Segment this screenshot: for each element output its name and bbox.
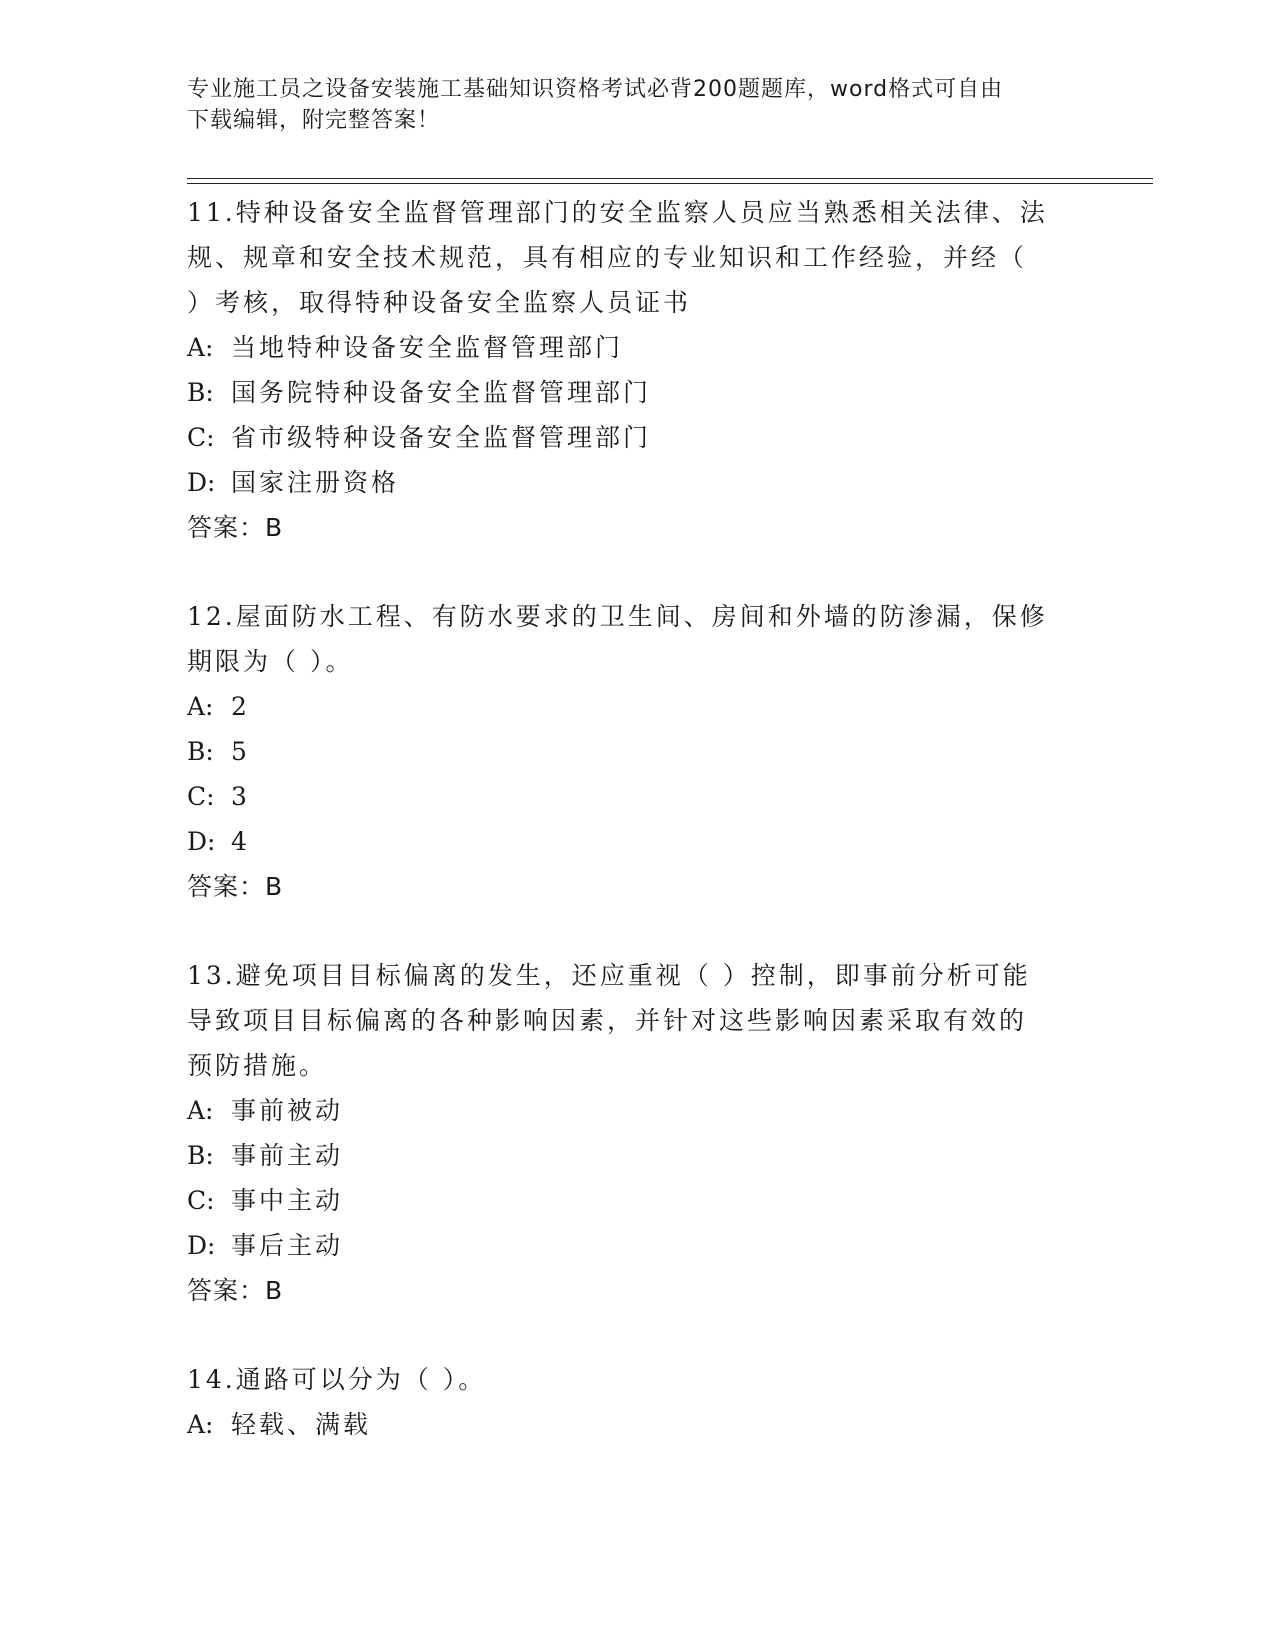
option-a <box>187 325 1087 370</box>
option-b <box>187 1133 1087 1178</box>
question-stem <box>187 594 1087 684</box>
stem-line: 规、规章和安全技术规范，具有相应的专业知识和工作经验，并经（ <box>187 243 1028 272</box>
stem-line: 期限为（ ）。 <box>187 647 354 676</box>
option-letter: D: <box>187 468 216 497</box>
option-d <box>187 460 1087 505</box>
stem-line: 13.避免项目目标偏离的发生，还应重视（ ）控制，即事前分析可能 <box>187 961 1031 990</box>
option-text: 事前被动 <box>231 1096 344 1125</box>
option-text: 当地特种设备安全监督管理部门 <box>231 333 624 362</box>
answer-line: 答案：B <box>187 1276 284 1305</box>
question-14 <box>187 1357 1087 1447</box>
option-a <box>187 684 1087 729</box>
option-letter: B: <box>187 378 214 407</box>
option-letter: C: <box>187 1186 215 1215</box>
option-letter: A: <box>187 1096 214 1125</box>
option-text: 轻载、满载 <box>231 1410 372 1439</box>
option-letter: B: <box>187 737 214 766</box>
option-c <box>187 415 1087 460</box>
option-letter: C: <box>187 782 215 811</box>
question-12 <box>187 594 1087 909</box>
option-letter: C: <box>187 423 215 452</box>
option-text: 5 <box>231 737 250 766</box>
option-text: 3 <box>231 782 250 811</box>
stem-line: 11.特种设备安全监督管理部门的安全监察人员应当熟悉相关法律、法 <box>187 198 1048 227</box>
stem-line: 预防措施。 <box>187 1051 328 1080</box>
document-header <box>187 74 1067 136</box>
option-text: 国务院特种设备安全监督管理部门 <box>231 378 652 407</box>
option-letter: A: <box>187 692 214 721</box>
question-11 <box>187 190 1087 550</box>
option-text: 事前主动 <box>231 1141 344 1170</box>
option-b <box>187 729 1087 774</box>
answer-line: 答案：B <box>187 872 284 901</box>
question-13 <box>187 953 1087 1313</box>
option-text: 国家注册资格 <box>231 468 400 497</box>
stem-line: 12.屋面防水工程、有防水要求的卫生间、房间和外墙的防渗漏，保修 <box>187 602 1048 631</box>
question-stem <box>187 953 1087 1088</box>
stem-line: 导致项目目标偏离的各种影响因素，并针对这些影响因素采取有效的 <box>187 1006 1028 1035</box>
option-b <box>187 370 1087 415</box>
option-letter: A: <box>187 333 214 362</box>
question-stem <box>187 190 1087 325</box>
option-letter: B: <box>187 1141 214 1170</box>
option-letter: A: <box>187 1410 214 1439</box>
stem-line: ）考核，取得特种设备安全监察人员证书 <box>187 288 692 317</box>
question-stem <box>187 1357 1087 1402</box>
option-c <box>187 774 1087 819</box>
option-text: 事后主动 <box>231 1231 344 1260</box>
option-a <box>187 1088 1087 1133</box>
option-text: 4 <box>231 827 250 856</box>
header-line-2: 下载编辑，附完整答案！ <box>187 108 441 133</box>
option-d <box>187 1223 1087 1268</box>
option-letter: D: <box>187 1231 216 1260</box>
option-text: 事中主动 <box>231 1186 344 1215</box>
option-d <box>187 819 1087 864</box>
header-divider-top <box>187 178 1153 179</box>
answer-line: 答案：B <box>187 513 284 542</box>
option-text: 省市级特种设备安全监督管理部门 <box>231 423 652 452</box>
stem-line: 14.通路可以分为（ ）。 <box>187 1365 487 1394</box>
option-letter: D: <box>187 827 216 856</box>
header-divider-bottom <box>187 183 1153 184</box>
option-a <box>187 1402 1087 1447</box>
option-text: 2 <box>231 692 250 721</box>
question-list <box>187 190 1087 1491</box>
header-line-1: 专业施工员之设备安装施工基础知识资格考试必背200题题库，word格式可自由 <box>187 77 1004 102</box>
option-c <box>187 1178 1087 1223</box>
